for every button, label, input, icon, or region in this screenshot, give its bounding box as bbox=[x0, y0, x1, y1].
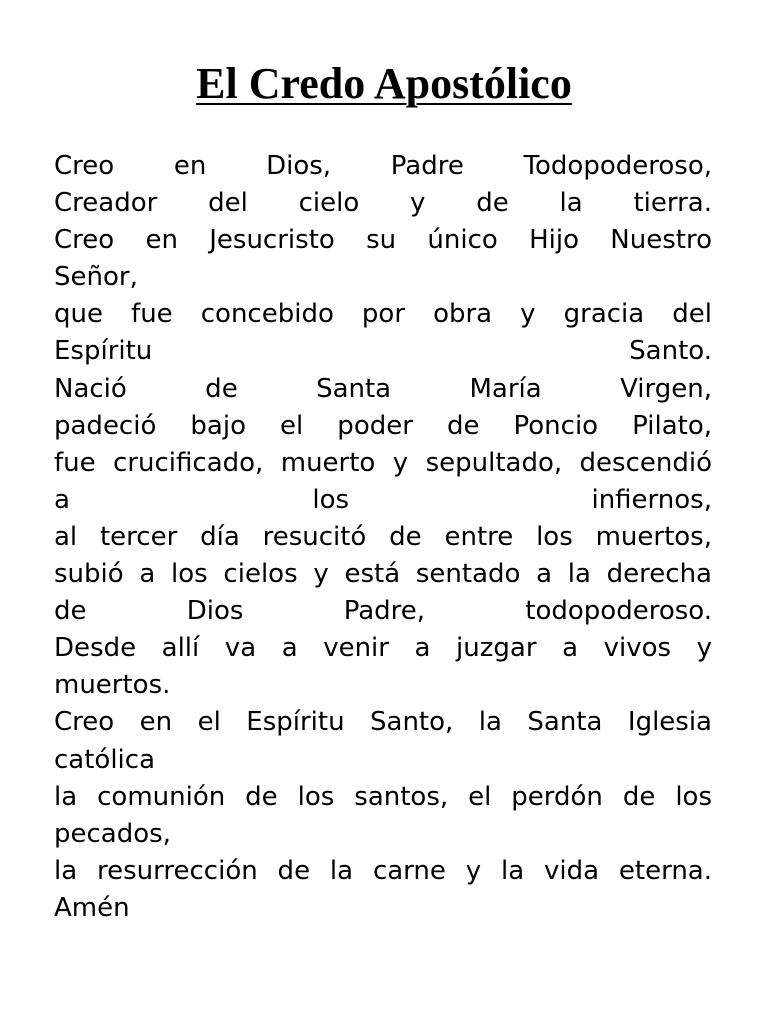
text-line: católica bbox=[54, 744, 156, 775]
text-line: Nació de Santa María Virgen, bbox=[54, 373, 712, 404]
text-line: subió a los cielos y está sentado a la derecha bbox=[54, 559, 712, 590]
text-line: Amén bbox=[54, 892, 130, 923]
text-line: Desde allí va a venir a juzgar a vivos y bbox=[54, 633, 712, 664]
text-line: Creo en el Espíritu Santo, la Santa Iglesia bbox=[54, 707, 712, 738]
text-line: de Dios Padre, todopoderoso. bbox=[54, 596, 712, 627]
text-line: la resurrección de la carne y la vida eterna. bbox=[54, 855, 712, 886]
creed-text bbox=[54, 148, 712, 927]
text-line: muertos. bbox=[54, 670, 171, 701]
text-line: que fue concebido por obra y gracia del bbox=[54, 299, 712, 330]
text-line: padeció bajo el poder de Poncio Pilato, bbox=[54, 410, 712, 441]
text-line: Creador del cielo y de la tierra. bbox=[54, 188, 712, 219]
text-line: Creo en Jesucristo su único Hijo Nuestro bbox=[54, 225, 712, 256]
text-line: al tercer día resucitó de entre los muertos, bbox=[54, 521, 712, 552]
text-line: fue crucificado, muerto y sepultado, descendió bbox=[54, 447, 712, 478]
text-line: a los infiernos, bbox=[54, 484, 712, 515]
page-title bbox=[0, 56, 768, 112]
text-line: Espíritu Santo. bbox=[54, 336, 712, 367]
text-line: Creo en Dios, Padre Todopoderoso, bbox=[54, 151, 712, 181]
text-line: pecados, bbox=[54, 818, 171, 849]
page-title-text: El Credo Apostólico bbox=[196, 59, 572, 108]
text-line: la comunión de los santos, el perdón de los bbox=[54, 781, 712, 812]
text-line: Señor, bbox=[54, 262, 138, 293]
